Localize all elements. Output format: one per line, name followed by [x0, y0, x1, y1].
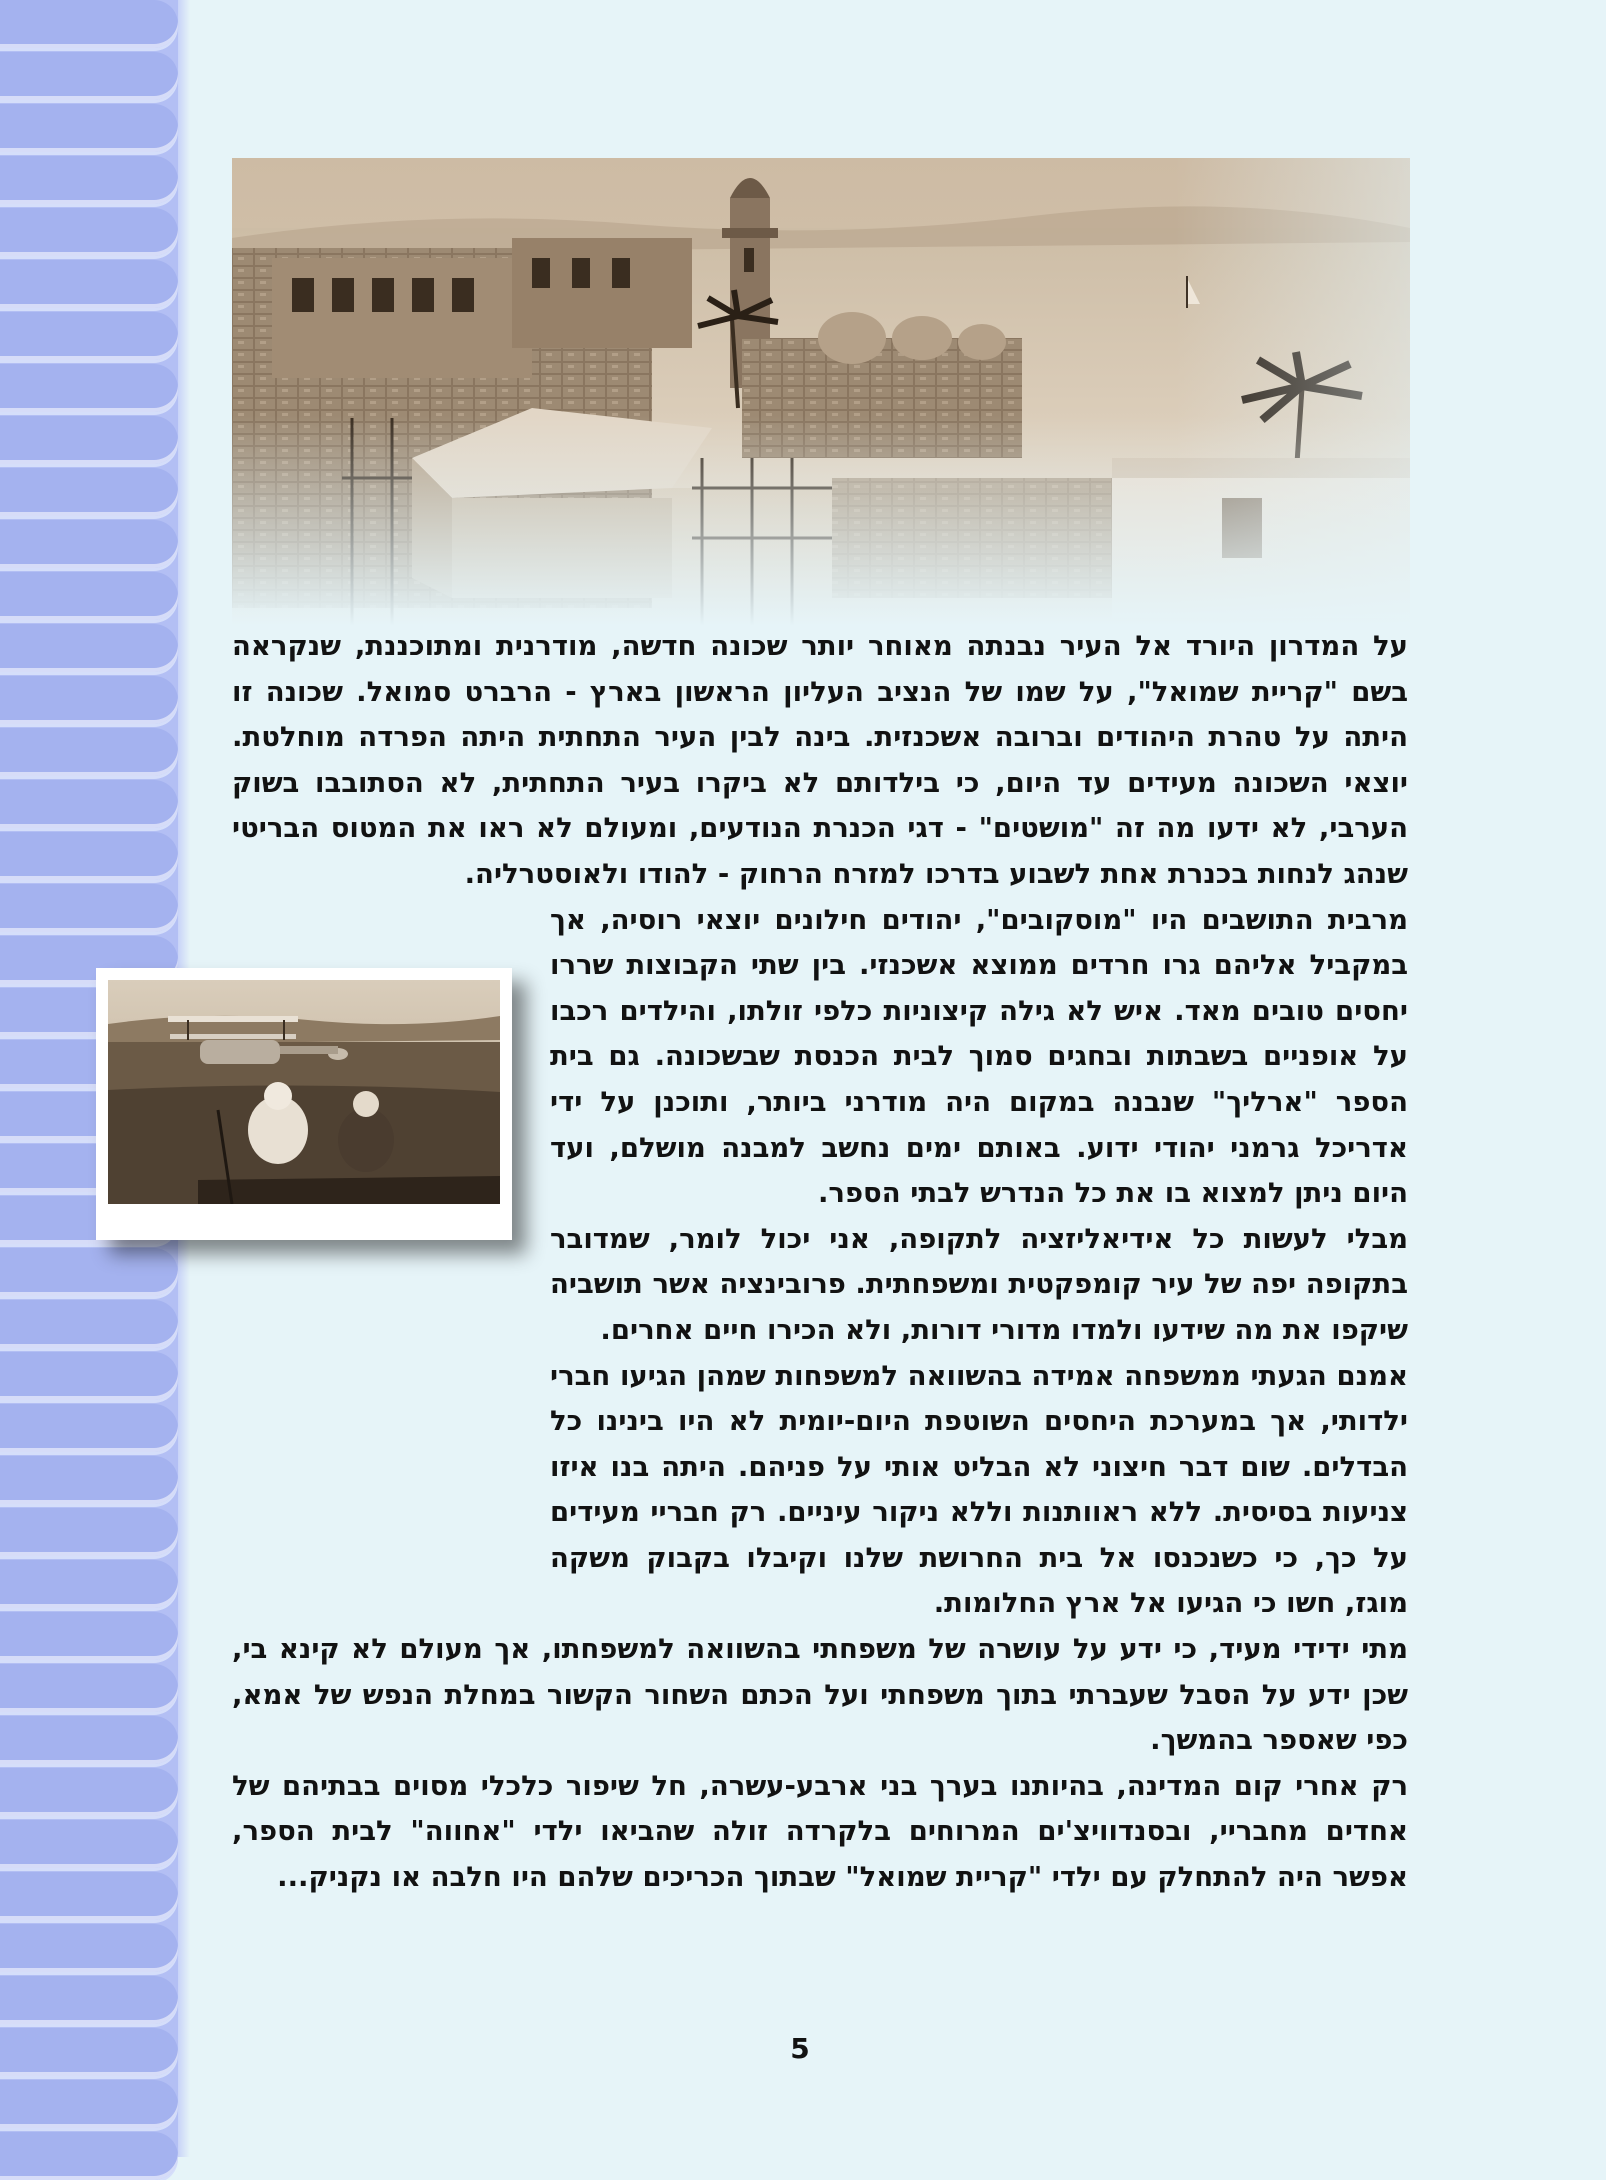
- band-tab: [0, 1300, 178, 1348]
- band-tab: [0, 1508, 178, 1556]
- band-tab: [0, 1716, 178, 1764]
- band-tab: [0, 780, 178, 828]
- band-tab: [0, 1872, 178, 1920]
- old-city-photo: [232, 158, 1410, 626]
- paragraph: מבלי לעשות כל אידיאליזציה לתקופה, אני יכול לומר, שמדובר בתקופה יפה של עיר קומפקטית ומשפחתית. פרובינציה אשר תושביה שיקפו את מה שידעו ולמדו מדורי דורות, ולא הכירו חיים אחרים.: [550, 1222, 1408, 1346]
- paragraph: רק אחרי קום המדינה, בהיותנו בערך בני ארבע-עשרה, חל שיפור כלכלי מסוים בבתיהם של אחדים מחבריי, ובסנדוויצ'ים המרוחים בלקרדה זולה שהביאו ילדי "אחווה" לבית הספר, אפשר היה להתחלק עם ילדי "קריית שמואל" שבתוך הכריכים שלהם היו חלבה או נקניק...: [232, 1769, 1408, 1894]
- band-tab: [0, 156, 178, 204]
- band-tab: [0, 364, 178, 412]
- band-tab: [0, 1404, 178, 1452]
- band-tab: [0, 104, 178, 152]
- hero-photo: [232, 158, 1410, 626]
- band-tab: [0, 312, 178, 360]
- page-number: 5: [790, 2032, 810, 2065]
- band-tab: [0, 52, 178, 100]
- inset-photo-spacer: [232, 898, 550, 1554]
- band-tab: [0, 520, 178, 568]
- band-tab: [0, 1248, 178, 1296]
- band-tab: [0, 884, 178, 932]
- paragraph: מרבית התושבים היו "מוסקובים", יהודים חילונים יוצאי רוסיה, אך במקביל אליהם גרו חרדים ממוצא אשכנזי. בין שתי הקבוצות שררו יחסים טובים מאד. איש לא גילה קיצוניות כלפי זולתו, והילדים רכבו על אופניים בשבתות ובחגים סמוך לבית הכנסת שבשכונה. גם בית הספר "ארליך" שנבנה במקום היה מודרני ביותר, ותוכנן על ידי אדריכל גרמני יהודי ידוע. באותם ימים נחשב למבנה מושלם, ועד היום ניתן למצוא בו את כל הנדרש לבתי הספר.: [550, 903, 1408, 1210]
- article-body: [232, 624, 1408, 1901]
- band-tab: [0, 728, 178, 776]
- band-tab: [0, 1456, 178, 1504]
- band-tab: [0, 1664, 178, 1712]
- paragraph: אמנם הגעתי ממשפחה אמידה בהשוואה למשפחות שמהן הגיעו חברי ילדותי, אך במערכת היחסים השוטפת היום-יומית לא היו בינינו כל הבדלים. שום דבר חיצוני לא הבליט אותי על פניהם. היתה בנו איזו צניעות בסיסית. ללא ראוותנות וללא ניקור עיניים. רק חבריי מעידים על כך, כי כשנכנסו אל בית החרושת שלנו וקיבלו בקבוק משקה מוגז, חשו כי הגיעו אל ארץ החלומות.: [550, 1359, 1408, 1620]
- band-tab: [0, 2080, 178, 2128]
- band-tab: [0, 2028, 178, 2076]
- band-tab: [0, 0, 178, 48]
- band-tab: [0, 676, 178, 724]
- band-tab: [0, 832, 178, 880]
- band-tab: [0, 1820, 178, 1868]
- band-tab: [0, 2132, 178, 2180]
- paragraph: על המדרון היורד אל העיר נבנתה מאוחר יותר שכונה חדשה, מודרנית ומתוכננת, שנקראה בשם "קריית שמואל", על שמו של הנציב העליון הראשון בארץ - הרברט סמואל. שכונה זו היתה על טהרת היהודים וברובה אשכנזית. בינה לבין העיר התחתית היתה הפרדה מוחלטת. יוצאי השכונה מעידים עד היום, כי בילדותם לא ביקרו בעיר התחתית, לא הסתובבו בשוק הערבי, לא ידעו מה זה "מושטים" - דגי הכנרת הנודעים, ומעולם לא ראו את המטוס הבריטי שנהג לנחות בכנרת אחת לשבוע בדרכו למזרח הרחוק - להודו ולאוסטרליה.: [232, 630, 1408, 890]
- band-tab: [0, 1352, 178, 1400]
- band-tab: [0, 572, 178, 620]
- band-tab: [0, 1612, 178, 1660]
- band-tab: [0, 1768, 178, 1816]
- band-tab: [0, 1976, 178, 2024]
- band-tab: [0, 468, 178, 516]
- band-tab: [0, 416, 178, 464]
- band-tab: [0, 260, 178, 308]
- band-tab: [0, 208, 178, 256]
- paragraph: מתי ידידי מעיד, כי ידע על עושרה של משפחתי בהשוואה למשפחתו, אך מעולם לא קינא בי, שכן ידע על הסבל שעברתי בתוך משפחתי ועל הכתם השחור הקשור במחלת הנפש של אמא, כפי שאספר בהמשך.: [232, 1633, 1408, 1757]
- band-tab: [0, 1560, 178, 1608]
- band-tab: [0, 624, 178, 672]
- band-tab: [0, 1924, 178, 1972]
